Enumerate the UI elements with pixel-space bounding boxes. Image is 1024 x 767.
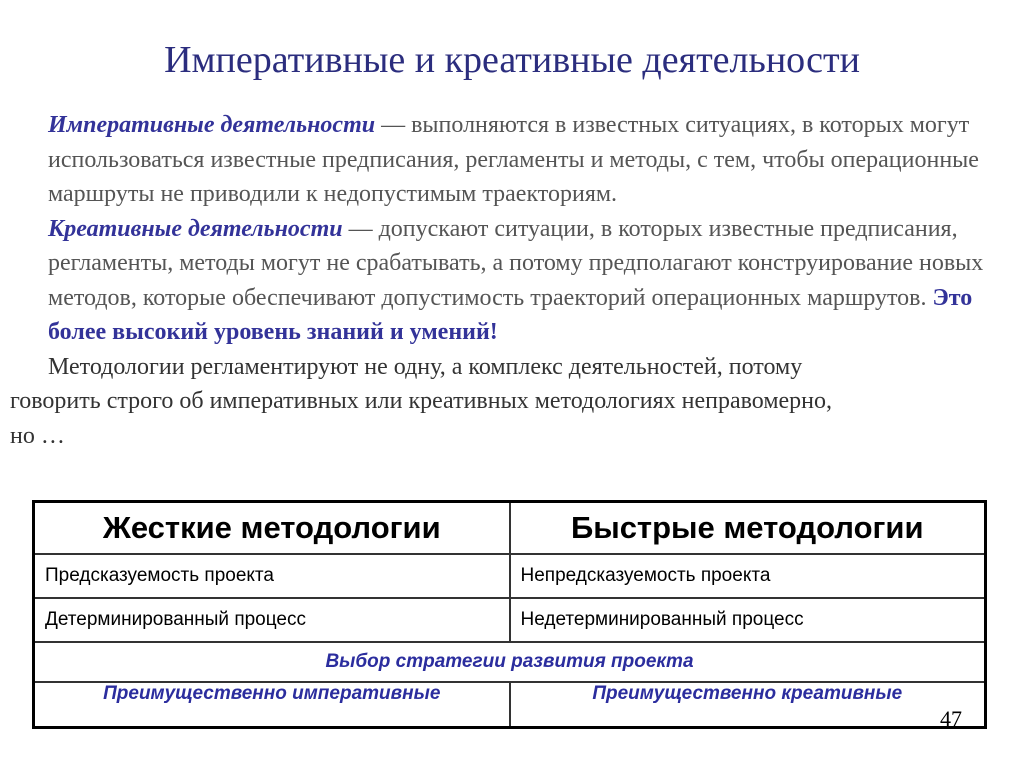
strategy-choice-cell: Выбор стратегии развития проекта [34, 642, 986, 682]
methodologies-continuation [10, 384, 1015, 453]
definition-imperative: — выполняются в известных ситуациях, в которых могут использоваться известные предписания, регламенты и методы, с тем, чтобы операционные маршруты не приводили к недопустимым траекториям. [48, 112, 979, 207]
table-cell: Предсказуемость проекта [34, 554, 510, 598]
table-cell: Недетерминированный процесс [510, 598, 986, 642]
slide-title: Императивные и креативные деятельности [164, 39, 860, 81]
footer-imperative: Преимущественно императивные [34, 682, 510, 728]
table-span-row [34, 642, 986, 682]
table-row [34, 554, 986, 598]
paragraph-imperative [10, 108, 1015, 212]
methodologies-line-3: но … [10, 422, 65, 449]
term-imperative: Императивные деятельности [48, 112, 376, 138]
page-number: 47 [940, 706, 962, 731]
term-creative: Креативные деятельности [48, 215, 343, 242]
paragraph-creative [10, 212, 1015, 350]
methodologies-line-2: говорить строго об императивных или креативных методологиях неправомерно, [10, 388, 833, 414]
table-row [34, 598, 986, 642]
table-footer-row [34, 682, 986, 728]
body-text [10, 108, 1015, 453]
header-rigid: Жесткие методологии [34, 502, 510, 555]
definition-creative: — допускают ситуации, в которых известные предписания, регламенты, методы могут не срабатывать, а потому предполагают конструирование новых методов, которые обеспечивают допустимость траекторий операционных маршрутов. [48, 215, 984, 311]
footer-creative: Преимущественно креативные [510, 682, 986, 728]
emphasis-statement: Это более высокий уровень знаний и умений! [48, 284, 973, 345]
table-cell: Детерминированный процесс [34, 598, 510, 642]
methodologies-line-1: Методологии регламентируют не одну, а комплекс деятельностей, потому [48, 353, 803, 380]
table-header-row [34, 502, 986, 555]
paragraph-methodologies [10, 350, 1015, 385]
header-agile: Быстрые методологии [510, 502, 986, 555]
table-cell: Непредсказуемость проекта [510, 554, 986, 598]
methodologies-table [32, 500, 987, 729]
